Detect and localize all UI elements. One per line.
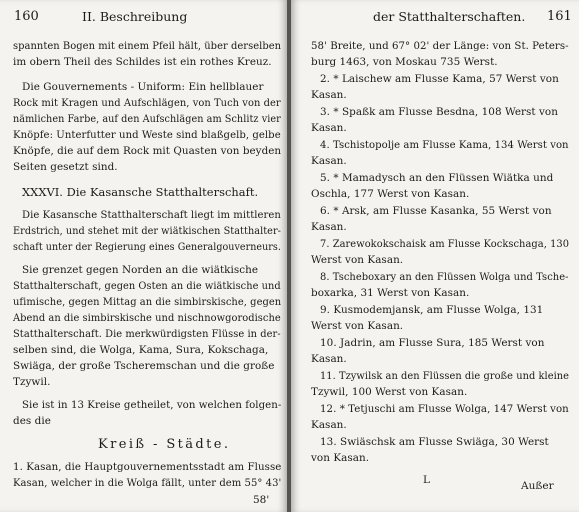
kreis-staedte-heading: Kreiß - Städte. <box>98 437 231 452</box>
list-item: 6. * Arsk, am Flusse Kasanka, 55 Werst von <box>320 205 552 217</box>
list-item: 13. Swiäschsk am Flusse Swiäga, 30 Werst <box>320 436 549 448</box>
text-line: Kasan. <box>311 353 347 365</box>
list-item: 2. * Laischew am Flusse Kama, 57 Werst von <box>320 73 559 85</box>
text-line: Erdstrich, und stehet mit der wiätkischen Statthalter- <box>13 225 281 237</box>
text-line: Statthalterschaft, gegen Osten an die wiätkische und <box>13 280 281 292</box>
text-line: Kasan. <box>311 419 347 431</box>
text-line: selben sind, die Wolga, Kama, Sura, Kokschaga, <box>13 344 269 356</box>
page-number: 161 <box>547 9 572 24</box>
text-line: spannten Bogen mit einem Pfeil hält, über derselben <box>13 40 282 52</box>
list-item: 11. Tzywilsk an den Flüssen die große und kleine <box>320 370 570 382</box>
text-line: Statthalterschaft. Die merkwürdigsten Flüsse in der- <box>13 328 281 340</box>
text-line: Kasan. <box>311 155 347 167</box>
right-page <box>291 0 579 512</box>
list-item: 8. Tscheboxary an den Flüssen Wolga und Tsche- <box>320 271 569 283</box>
text-line: Sie grenzet gegen Norden an die wiätkische <box>22 264 259 276</box>
list-item: 7. Zarewokokschaisk am Flusse Kockschaga, 130 <box>320 238 570 250</box>
text-line: burg 1463, von Moskau 735 Werst. <box>311 56 498 68</box>
text-line: boxarka, 31 Werst von Kasan. <box>311 287 470 299</box>
text-line: Kasan. <box>311 122 347 134</box>
left-page <box>0 0 287 512</box>
text-line: Werst von Kasan. <box>311 320 404 332</box>
list-item: 5. * Mamadysch an den Flüssen Wiätka und <box>320 172 554 184</box>
text-line: Tzywil, 100 Werst von Kasan. <box>311 386 468 398</box>
list-item: 3. * Spaßk am Flusse Besdna, 108 Werst von <box>320 106 558 118</box>
text-line: im obern Theil des Schildes ist ein rothes Kreuz. <box>13 56 272 68</box>
catchword: Außer <box>521 480 554 492</box>
text-line: schaft unter der Regierung eines Generalgouverneurs. <box>13 241 281 253</box>
text-line: ufimische, gegen Mittag an die simbirskische, gegen <box>13 296 282 308</box>
text-line: Kasan. <box>311 89 347 101</box>
text-line: Die Kasansche Statthalterschaft liegt im mittleren <box>22 209 281 221</box>
section-heading: XXXVI. Die Kasansche Statthalterschaft. <box>22 185 259 199</box>
text-line: Oschla, 177 Werst von Kasan. <box>311 188 470 200</box>
list-item: 10. Jadrin, am Flusse Sura, 185 Werst von <box>320 337 545 349</box>
text-line: Knöpfe, die auf dem Rock mit Quasten von beyden <box>13 145 282 157</box>
list-item: 4. Tschistopolje am Flusse Kama, 134 Werst von <box>320 139 569 151</box>
signature-mark: L <box>423 474 430 486</box>
text-line: Tzywil. <box>13 376 51 388</box>
text-line: Abend an die simbirskische und nischnowgorodische <box>13 312 281 324</box>
text-line: von Kasan. <box>311 452 370 464</box>
list-item: 12. * Tetjuschi am Flusse Wolga, 147 Werst von <box>320 403 569 415</box>
running-head: der Statthalterschaften. <box>373 9 526 24</box>
text-line: Werst von Kasan. <box>311 254 404 266</box>
text-line: Kasan. <box>311 221 347 233</box>
text-line: nämlichen Farbe, auf den Aufschlägen am Schlitz vier <box>13 113 281 125</box>
catchword: 58' <box>253 494 270 506</box>
list-item: 9. Kusmodemjansk, am Flusse Wolga, 131 <box>320 304 544 316</box>
text-line: Rock mit Kragen und Aufschlägen, von Tuch von der <box>13 97 281 109</box>
text-line: Sie ist in 13 Kreise getheilet, von welchen folgen- <box>22 399 282 411</box>
text-line: Knöpfe: Unterfutter und Weste sind blaßgelb, gelbe <box>13 129 281 141</box>
text-line: Kasan, welcher in die Wolga fällt, unter dem 55° 43' <box>13 477 282 489</box>
text-line: 1. Kasan, die Hauptgouvernementsstadt am Flusse <box>13 461 282 473</box>
text-line: Die Gouvernements - Uniform: Ein hellblauer <box>22 81 264 93</box>
text-line: des die <box>13 415 51 427</box>
page-number: 160 <box>14 9 39 24</box>
text-line: 58' Breite, und 67° 02' der Länge: von St. Peters- <box>311 40 569 52</box>
text-line: Seiten gesetzt sind. <box>13 161 118 173</box>
running-head: II. Beschreibung <box>82 9 188 24</box>
text-line: Swiäga, der große Tscheremschan und die große <box>13 360 275 372</box>
